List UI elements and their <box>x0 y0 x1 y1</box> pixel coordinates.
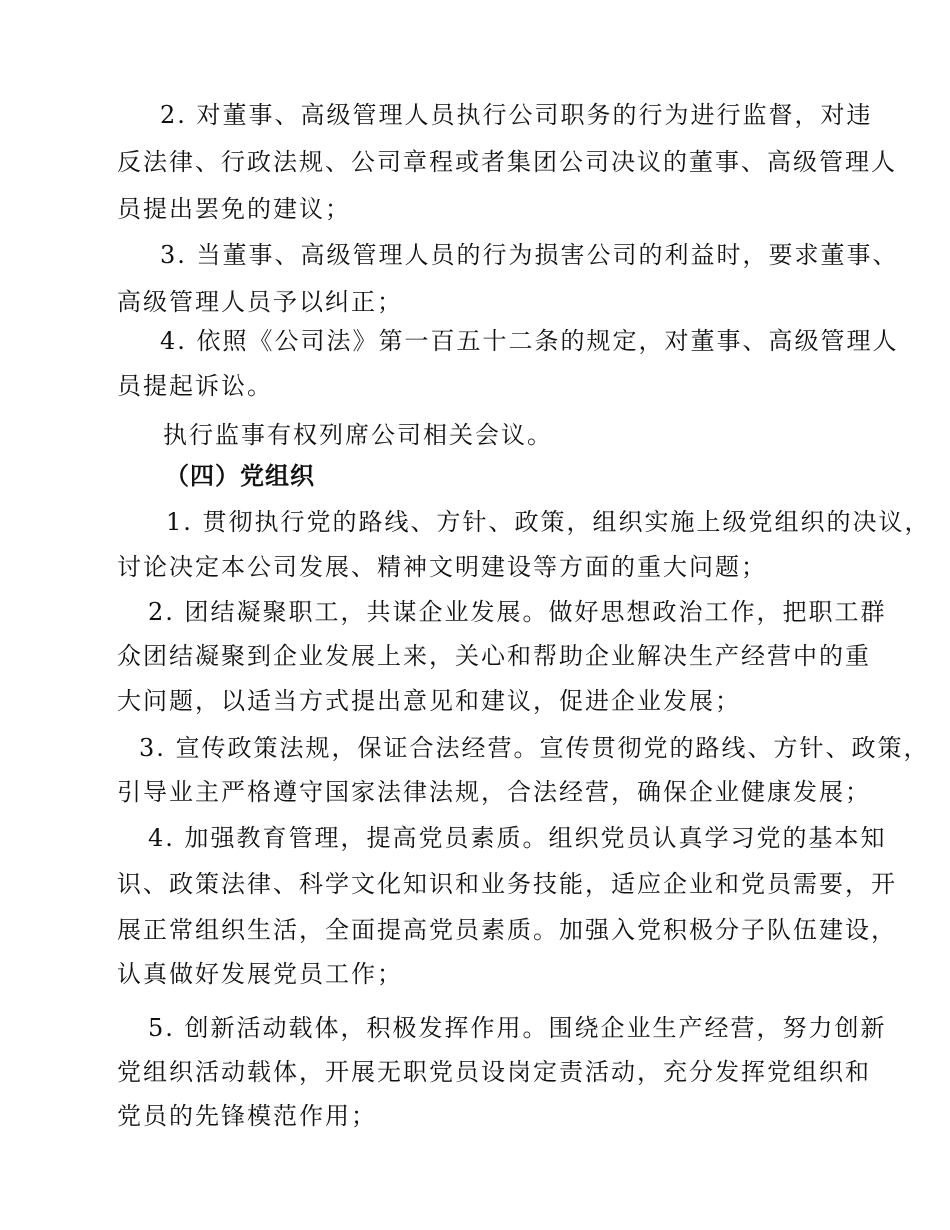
paragraph-line: 党员的先锋模范作用； <box>117 1102 377 1130</box>
paragraph-line: 认真做好发展党员工作； <box>117 960 403 988</box>
section-heading: （四）党组织 <box>165 462 315 490</box>
paragraph-line: 反法律、行政法规、公司章程或者集团公司决议的董事、高级管理人 <box>117 148 897 176</box>
paragraph-line: 员提起诉讼。 <box>117 372 273 400</box>
paragraph-line: 1. 贯彻执行党的路线、方针、政策，组织实施上级党组织的决议， <box>166 508 931 536</box>
paragraph-line: 众团结凝聚到企业发展上来，关心和帮助企业解决生产经营中的重 <box>117 642 871 670</box>
paragraph-line: 4. 依照《公司法》第一百五十二条的规定，对董事、高级管理人 <box>160 327 899 355</box>
paragraph-line: 2. 对董事、高级管理人员执行公司职务的行为进行监督，对违 <box>160 101 873 129</box>
paragraph-line: 识、政策法律、科学文化知识和业务技能，适应企业和党员需要，开 <box>117 870 897 898</box>
paragraph-line: 3. 宣传政策法规，保证合法经营。宣传贯彻党的路线、方针、政策， <box>139 734 930 762</box>
paragraph-line: 展正常组织生活，全面提高党员素质。加强入党积极分子队伍建设， <box>117 916 897 944</box>
paragraph-line: 党组织活动载体，开展无职党员设岗定责活动，充分发挥党组织和 <box>117 1058 871 1086</box>
paragraph-line: 引导业主严格遵守国家法律法规，合法经营，确保企业健康发展； <box>117 778 871 806</box>
paragraph-line: 5. 创新活动载体，积极发挥作用。围绕企业生产经营，努力创新 <box>148 1014 887 1042</box>
paragraph-line: 4. 加强教育管理，提高党员素质。组织党员认真学习党的基本知 <box>148 824 887 852</box>
paragraph-line: 大问题，以适当方式提出意见和建议，促进企业发展； <box>117 687 741 715</box>
paragraph-line: 员提出罢免的建议； <box>117 195 351 223</box>
paragraph-line: 执行监事有权列席公司相关会议。 <box>163 421 553 449</box>
paragraph-line: 3. 当董事、高级管理人员的行为损害公司的利益时，要求董事、 <box>160 241 899 269</box>
paragraph-line: 讨论决定本公司发展、精神文明建设等方面的重大问题； <box>117 553 767 581</box>
paragraph-line: 2. 团结凝聚职工，共谋企业发展。做好思想政治工作，把职工群 <box>148 598 887 626</box>
paragraph-line: 高级管理人员予以纠正； <box>117 288 403 316</box>
